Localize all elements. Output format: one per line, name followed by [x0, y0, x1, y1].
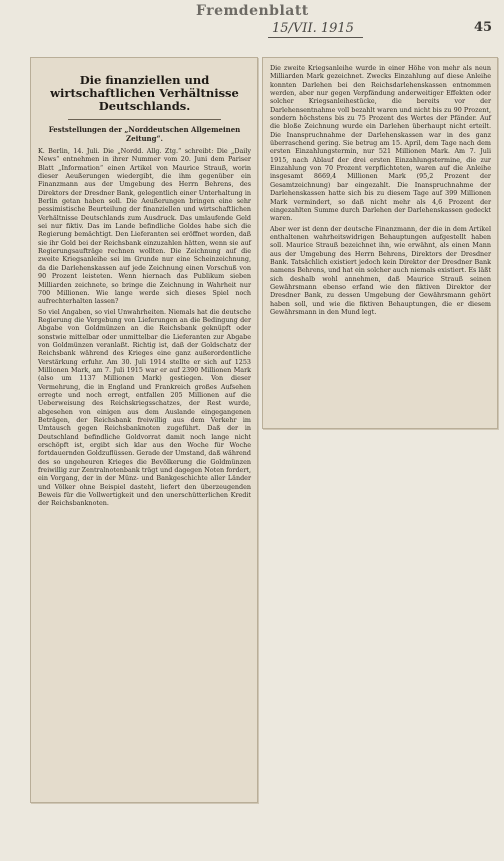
- article-paragraph: Die zweite Kriegsanleihe wurde in einer Höhe von mehr als neun Milliarden Mark gezeichnet. Zwecks Einzahlung auf diese Anleihe konnten Darlehen bei den Reichsdarlehenskassen entnommen werden, aber nur gegen Verpfändung anderweitiger Effekten oder solcher Kriegsanleihestücke, die bereits vor der Darlehensentnahme voll bezahlt waren und nicht bis zu 90 Prozent, sondern höchstens bis zu 75 Prozent des Wertes der Pfänder. Auf die bloße Zeichnung wurde ein Darlehen überhaupt nicht erteilt. Die Inanspruchnahme der Darlehenskassen war in des ganz überraschend gering. Sie betrug am 15. April, dem Tage nach dem ersten Einzahlungstermin, nur 521 Millionen Mark. Am 7. Juli 1915, nach Ablauf der drei ersten Einzahlungstermine, die zur Einzahlung von 70 Prozent verpflichteten, waren auf die Anleihe insgesamt 8669,4 Millionen Mark (95,2 Prozent der Gesamtzeichnung) bar eingezahlt. Die Inanspruchnahme der Darlehenskassen hatte sich bis zu diesem Tage auf 399 Millionen Mark vermindert, so daß nicht mehr als 4,6 Prozent der eingezahlten Summe durch Darlehen der Darlehenskassen gedeckt waren.: [270, 64, 491, 223]
- headline-rule: [68, 119, 221, 120]
- article-paragraph: K. Berlin, 14. Juli. Die „Nordd. Allg. Ztg.“ schreibt: Die „Daily News“ entnehmen in ihrer Nummer vom 20. Juni dem Pariser Blatt „Information“ einen Artikel von Maurice Strauß, worin dieser Aeußerungen wiedergibt, die ihm gegenüber ein Finanzmann aus der Umgebung des Herrn Behrens, des Direktors der Dresdner Bank, gelegentlich einer Unterhaltung in Berlin getan haben soll. Die Aeußerungen bringen eine sehr pessimistische Beurteilung der finanziellen und wirtschaftlichen Verhältnisse Deutschlands zum Ausdruck. Das umlaufende Geld sei nur fiktiv. Das im Lande befindliche Goldes habe sich die Regierung bemächtigt. Den Lieferanten sei eröffnet worden, daß sie ihr Gold bei der Reichsbank einzuzahlen hätten, wenn sie auf Regierungsaufträge rechnen wollten. Die Zeichnung auf die zweite Kriegsanleihe sei im Grunde nur eine Scheinzeichnung, da die Darlehenskassen auf jede Zeichnung einen Vorschuß von 90 Prozent leisteten. Wenn hiernach das Publikum sieben Milliarden zeichnete, so bringe die Zeichnung in Wahrheit nur 700 Millionen. Wie lange werde sich dieses Spiel noch aufrechterhalten lassen?: [38, 147, 251, 306]
- handwritten-date: 15/VII. 1915: [272, 21, 354, 36]
- article-paragraph: Aber wer ist denn der deutsche Finanzmann, der die in dem Artikel enthaltenen wahrheitswidrigen Behauptungen aufgestellt haben soll. Maurice Strauß bezeichnet ihn, wie erwähnt, als einen Mann aus der Umgebung des Herrn Behrens, Direktors der Dresdner Bank. Tatsächlich existiert jedoch kein Direktor der Dresdner Bank namens Behrens, und hat ein solcher auch niemals existiert. Es läßt sich deshalb wohl annehmen, daß Maurice Strauß seinen Gewährsmann ebenso erfand wie den fiktiven Direktor der Dresdner Bank, zu dessen Umgebung der Gewährsmann gehört haben soll, und wie die fiktiven Behauptungen, die er diesem Gewährsmann in den Mund legt.: [270, 224, 491, 316]
- page-number: 45: [474, 20, 493, 35]
- right-newspaper-clipping: [262, 57, 498, 429]
- left-newspaper-clipping: [30, 57, 258, 803]
- page-header: [0, 0, 504, 40]
- newspaper-name: Fremdenblatt: [196, 3, 309, 19]
- article-source-line: Feststellungen der „Norddeutschen Allgemeinen Zeitung“.: [48, 125, 241, 143]
- article-headline: Die finanziellen und wirtschaftlichen Verhältnisse Deutschlands.: [50, 73, 239, 113]
- date-underline: [268, 37, 363, 38]
- article-paragraph: So viel Angaben, so viel Unwahrheiten. Niemals hat die deutsche Regierung die Vergebung von Lieferungen an die Bedingung der Abgabe von Goldmünzen an die Reichsbank geknüpft oder sonstwie mittelbar oder unmittelbar die Lieferanten zur Abgabe von Goldmünzen veranlaßt. Richtig ist, daß der Goldschatz der Reichsbank während des Krieges eine ganz außerordentliche Verstärkung erfuhr. Am 30. Juli 1914 stellte er sich auf 1253 Millionen Mark, am 7. Juli 1915 war er auf 2390 Millionen Mark (also um 1137 Millionen Mark) gestiegen. Von dieser Vermehrung, die in England und Frankreich großes Aufsehen erregte und noch erregt, entfallen 205 Millionen auf die Ueberweisung des Reichskriegsschatzes, der Rest wurde, abgesehen von einigen aus dem Auslande eingegangenen Beträgen, der Reichsbank freiwillig aus dem Verkehr im Umtausch gegen Reichsbanknoten zugeführt. Daß der in Deutschland befindliche Goldvorrat damit noch lange nicht erschöpft ist, ergibt sich klar aus den Woche für Woche fortdauernden Goldzuflüssen. Gerade der Umstand, daß während des so ungeheuren Krieges die Bevölkerung die Goldmünzen freiwillig zur Zentralnotenbank trägt und dagegen Noten fordert, ein Vorgang, der in der Münz- und Bankgeschichte aller Länder und Völker ohne Beispiel dasteht, liefert den überzeugenden Beweis für die Vollwertigkeit und den unerschütterlichen Kredit der Reichsbanknoten.: [38, 307, 251, 508]
